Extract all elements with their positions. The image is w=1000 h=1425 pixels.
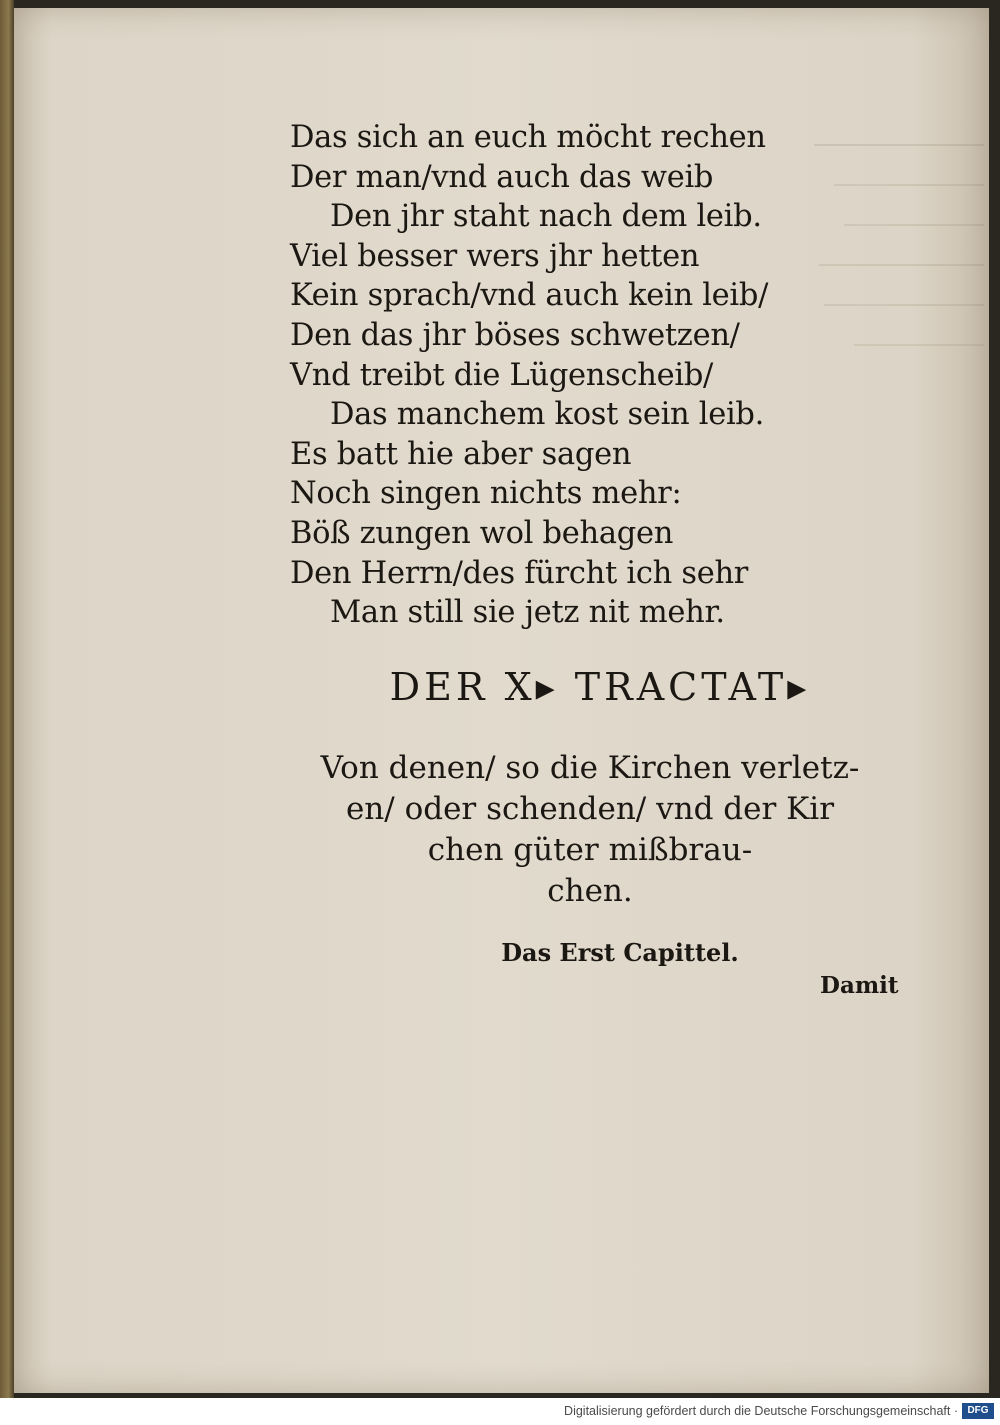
- subtitle-line: Von denen/ so die Kirchen verletz-: [320, 750, 860, 786]
- funding-credit: Digitalisierung gefördert durch die Deutsche Forschungsgemeinschaft ·: [564, 1404, 958, 1418]
- poem-verse-block: [290, 118, 810, 633]
- book-spine-edge: [0, 0, 14, 1398]
- verse-line: Noch singen nichts mehr:: [290, 476, 682, 512]
- dfg-logo-icon: DFG: [962, 1403, 994, 1419]
- chapter-title: Das Erst Capittel.: [501, 938, 739, 967]
- subtitle-line: chen.: [547, 873, 633, 909]
- verse-line: Böß zungen wol behagen: [290, 515, 674, 551]
- verse-line: Vnd treibt die Lügenscheib/: [290, 357, 714, 393]
- verse-line: Das sich an euch möcht rechen: [290, 120, 766, 155]
- verse-line: Viel besser wers jhr hetten: [290, 238, 700, 274]
- tractate-heading: DER X▸ TRACTAT▸: [389, 665, 811, 709]
- subtitle-line: chen güter mißbrau-: [427, 832, 753, 868]
- verse-line: Den Herrn/des fürcht ich sehr: [290, 555, 749, 591]
- tractate-subtitle: [320, 748, 860, 912]
- show-through-ink: [804, 120, 984, 480]
- digitization-footer: [0, 1398, 1000, 1425]
- verse-line: Den jhr staht nach dem leib.: [330, 199, 762, 235]
- verse-line: Das manchem kost sein leib.: [330, 397, 765, 433]
- verse-line: Es batt hie aber sagen: [290, 436, 632, 472]
- verse-line: Kein sprach/vnd auch kein leib/: [290, 278, 769, 314]
- subtitle-line: en/ oder schenden/ vnd der Kir: [345, 791, 835, 827]
- verse-line: Man still sie jetz nit mehr.: [330, 595, 725, 631]
- verse-line: Der man/vnd auch das weib: [290, 159, 714, 195]
- verse-line: Den das jhr böses schwetzen/: [290, 317, 740, 353]
- catchword: Damit: [820, 972, 899, 999]
